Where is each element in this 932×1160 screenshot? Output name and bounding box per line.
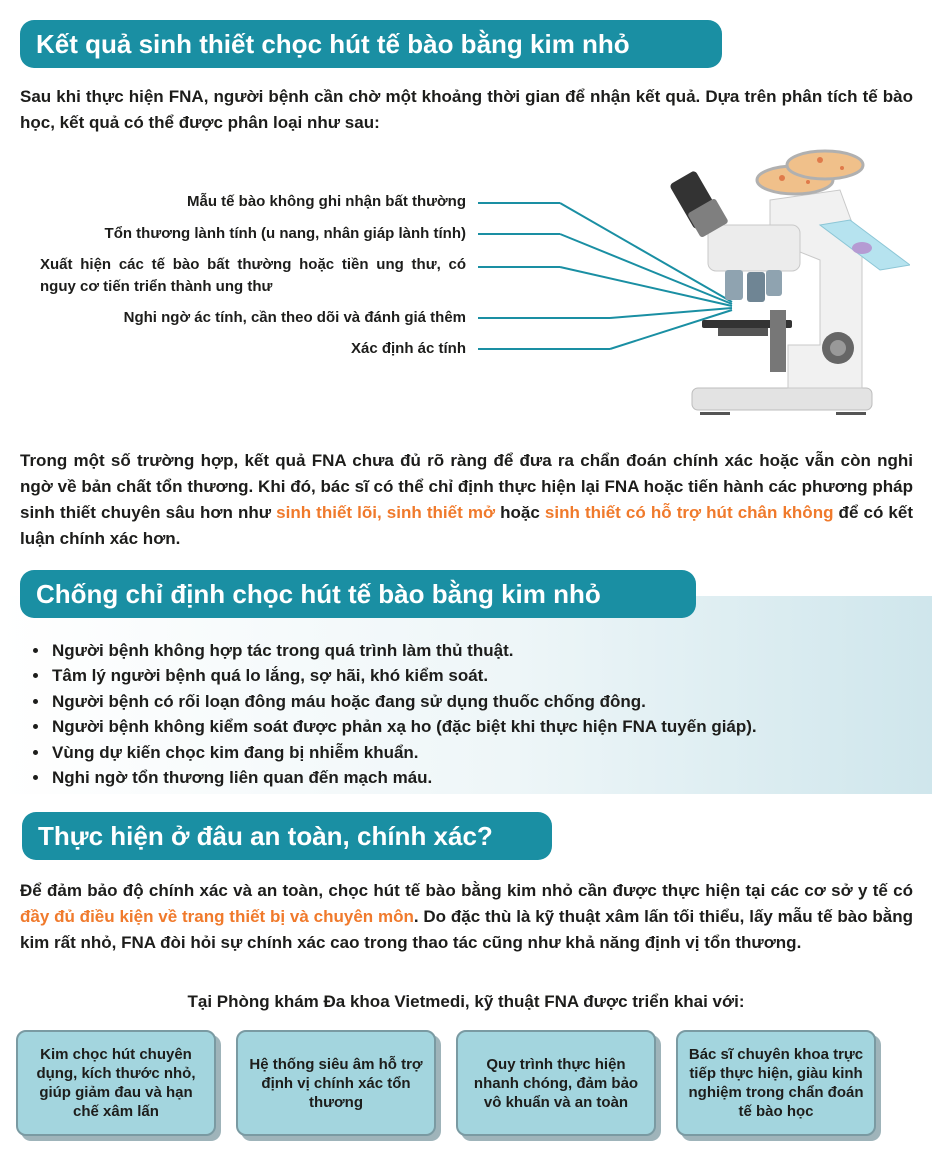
feature-card: Bác sĩ chuyên khoa trực tiếp thực hiện, giàu kinh nghiệm trong chẩn đoán tế bào học bbox=[676, 1030, 876, 1136]
microscope-illustration bbox=[470, 130, 910, 420]
feature-card: Hệ thống siêu âm hỗ trợ định vị chính xác tổn thương bbox=[236, 1030, 436, 1136]
result-item: Xuất hiện các tế bào bất thường hoặc tiền ung thư, có nguy cơ tiến triển thành ung thư bbox=[40, 256, 466, 295]
results-intro: Sau khi thực hiện FNA, người bệnh cần chờ một khoảng thời gian để nhận kết quả. Dựa trên phân tích tế bào học, kết quả có thể được phân loại như sau: bbox=[20, 87, 913, 132]
section-title-contraindications: Chống chỉ định chọc hút tế bào bằng kim nhỏ bbox=[20, 570, 696, 618]
list-item: • Người bệnh không kiểm soát được phản xạ ho (đặc biệt khi thực hiện FNA tuyến giáp). bbox=[50, 714, 930, 739]
highlight-facility: đầy đủ điều kiện về trang thiết bị và chuyên môn bbox=[20, 907, 414, 926]
section-title-where: Thực hiện ở đâu an toàn, chính xác? bbox=[22, 812, 552, 860]
result-item: Nghi ngờ ác tính, cần theo dõi và đánh giá thêm bbox=[123, 309, 466, 326]
results-followup: Trong một số trường hợp, kết quả FNA chưa đủ rõ ràng để đưa ra chẩn đoán chính xác hoặc vẫn còn nghi ngờ về bản chất tổn thương. Khi đó, bác sĩ có thể chỉ định thực hiện lại FNA hoặc tiến hành các phương pháp sinh thiết chuyên sâu hơn như sinh thiết lõi, sinh thiết mở hoặc sinh thiết có hỗ trợ hút chân không để có kết luận chính xác hơn. bbox=[20, 451, 913, 548]
contraindication-list bbox=[28, 638, 930, 790]
list-item: • Vùng dự kiến chọc kim đang bị nhiễm khuẩn. bbox=[50, 740, 930, 765]
list-item: • Tâm lý người bệnh quá lo lắng, sợ hãi, khó kiểm soát. bbox=[50, 663, 930, 688]
list-item: • Nghi ngờ tổn thương liên quan đến mạch máu. bbox=[50, 765, 930, 790]
section-title-results: Kết quả sinh thiết chọc hút tế bào bằng kim nhỏ bbox=[20, 20, 722, 68]
list-item: • Người bệnh không hợp tác trong quá trình làm thủ thuật. bbox=[50, 638, 930, 663]
feature-card: Quy trình thực hiện nhanh chóng, đảm bảo vô khuẩn và an toàn bbox=[456, 1030, 656, 1136]
microscope-icon bbox=[669, 151, 910, 415]
where-paragraph: Để đảm bảo độ chính xác và an toàn, chọc hút tế bào bằng kim nhỏ cần được thực hiện tại các cơ sở y tế có đầy đủ điều kiện về trang thiết bị và chuyên môn. Do đặc thù là kỹ thuật xâm lấn tối thiểu, lấy mẫu tế bào bằng kim rất nhỏ, FNA đòi hỏi sự chính xác cao trong thao tác cũng như khả năng định vị tổn thương. bbox=[20, 881, 913, 952]
highlight-vacuum-biopsy: sinh thiết có hỗ trợ hút chân không bbox=[544, 503, 834, 522]
highlight-core-biopsy: sinh thiết lõi, sinh thiết mở bbox=[276, 503, 496, 522]
result-item: Xác định ác tính bbox=[350, 340, 466, 357]
clinic-intro: Tại Phòng khám Đa khoa Vietmedi, kỹ thuật FNA được triển khai với: bbox=[187, 992, 745, 1011]
feature-card: Kim chọc hút chuyên dụng, kích thước nhỏ, giúp giảm đau và hạn chế xâm lấn bbox=[16, 1030, 216, 1136]
result-item: Mẫu tế bào không ghi nhận bất thường bbox=[186, 193, 466, 210]
result-item: Tổn thương lành tính (u nang, nhân giáp lành tính) bbox=[104, 225, 466, 242]
list-item: • Người bệnh có rối loạn đông máu hoặc đang sử dụng thuốc chống đông. bbox=[50, 689, 930, 714]
